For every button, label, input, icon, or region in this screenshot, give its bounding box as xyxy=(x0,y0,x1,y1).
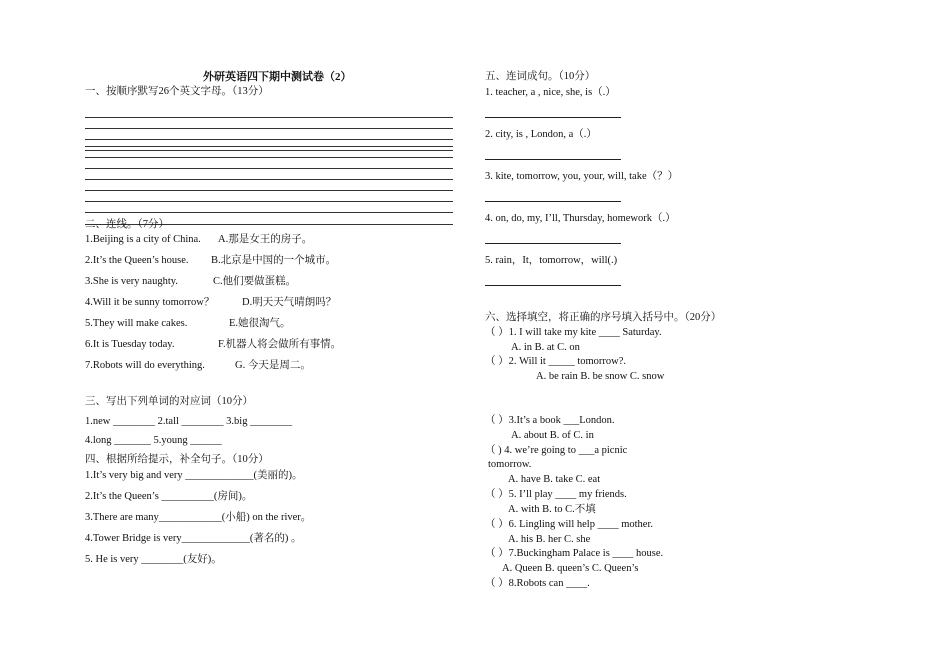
match-right-item[interactable]: G. 今天是周二。 xyxy=(235,360,311,371)
choice-question[interactable]: （ ) 4. we’re going to ___a picnic xyxy=(485,445,628,456)
section-5-heading: 五、连词成句。（10分） xyxy=(485,71,596,82)
answer-line[interactable] xyxy=(485,285,621,286)
section-4-heading: 四、根据所给提示，补全句子。（10分） xyxy=(85,454,269,465)
choice-options[interactable]: A. about B. of C. in xyxy=(511,430,594,441)
match-left-item[interactable]: 1.Beijing is a city of China. xyxy=(85,234,201,245)
choice-options[interactable]: A. be rain B. be snow C. snow xyxy=(536,371,665,382)
fill-sentence[interactable]: 5. He is very ________(友好)。 xyxy=(85,554,222,565)
scrambled-words: 1. teacher, a , nice, she, is（.） xyxy=(485,87,616,98)
match-right-item[interactable]: E.她很淘气。 xyxy=(229,318,291,329)
choice-options[interactable]: A. in B. at C. on xyxy=(511,342,580,353)
choice-question[interactable]: （ ）3.It’s a book ___London. xyxy=(485,415,615,426)
answer-line[interactable] xyxy=(485,159,621,160)
fill-sentence[interactable]: 4.Tower Bridge is very_____________(著名的) 。 xyxy=(85,533,302,544)
choice-options[interactable]: A. with B. to C.不填 xyxy=(508,504,596,515)
page-title: 外研英语四下期中测试卷（2） xyxy=(203,71,352,83)
choice-question[interactable]: （ ）2. Will it _____ tomorrow?. xyxy=(485,356,627,367)
match-right-item[interactable]: C.他们要做蛋糕。 xyxy=(213,276,297,287)
choice-question[interactable]: （ ）1. I will take my kite ____ Saturday. xyxy=(485,327,662,338)
match-right-item[interactable]: B.北京是中国的一个城市。 xyxy=(211,255,337,266)
scrambled-words: 3. kite, tomorrow, you, your, will, take（？） xyxy=(485,171,679,182)
match-right-item[interactable]: A.那是女王的房子。 xyxy=(218,234,313,245)
word-pairs-line-2[interactable]: 4.long _______ 5.young ______ xyxy=(85,435,222,446)
match-left-item[interactable]: 3.She is very naughty. xyxy=(85,276,178,287)
match-right-item[interactable]: D.明天天气晴朗吗？ xyxy=(242,297,337,308)
match-right-item[interactable]: F.机器人将会做所有事情。 xyxy=(218,339,342,350)
choice-options[interactable]: A. Queen B. queen’s C. Queen’s xyxy=(502,563,639,574)
choice-question[interactable]: （ ）7.Buckingham Palace is ____ house. xyxy=(485,548,664,559)
fill-sentence[interactable]: 3.There are many____________(小船) on the river。 xyxy=(85,512,312,523)
answer-line[interactable] xyxy=(485,243,621,244)
choice-question[interactable]: （ ）6. Lingling will help ____ mother. xyxy=(485,519,653,530)
match-left-item[interactable]: 2.It’s the Queen’s house. xyxy=(85,255,189,266)
choice-options[interactable]: A. his B. her C. she xyxy=(508,534,591,545)
section-2-heading: 二、连线。（7分） xyxy=(85,219,169,230)
match-left-item[interactable]: 6.It is Tuesday today. xyxy=(85,339,175,350)
match-left-item[interactable]: 5.They will make cakes. xyxy=(85,318,188,329)
choice-options[interactable]: A. have B. take C. eat xyxy=(508,474,601,485)
section-3-heading: 三、写出下列单词的对应词（10分） xyxy=(85,396,253,407)
scrambled-words: 2. city, is , London, a（.） xyxy=(485,129,597,140)
word-pairs-line-1[interactable]: 1.new ________ 2.tall ________ 3.big ________ xyxy=(85,416,293,427)
choice-question[interactable]: （ ）5. I’ll play ____ my friends. xyxy=(485,489,627,500)
answer-line[interactable] xyxy=(485,117,621,118)
choice-question-continued: tomorrow. xyxy=(488,459,532,470)
fill-sentence[interactable]: 1.It’s very big and very _____________(美丽的)。 xyxy=(85,470,303,481)
section-6-heading: 六、选择填空，将正确的序号填入括号中。（20分） xyxy=(485,312,722,323)
choice-question[interactable]: （ ）8.Robots can ____. xyxy=(485,578,590,589)
fill-sentence[interactable]: 2.It’s the Queen’s __________(房间)。 xyxy=(85,491,253,502)
match-left-item[interactable]: 7.Robots will do everything. xyxy=(85,360,205,371)
answer-line[interactable] xyxy=(485,201,621,202)
match-left-item[interactable]: 4.Will it be sunny tomorrow？ xyxy=(85,297,215,308)
scrambled-words: 5. rain，It，tomorrow，will(.) xyxy=(485,255,618,266)
section-1-heading: 一、按顺序默写26个英文字母。（13分） xyxy=(85,86,269,97)
scrambled-words: 4. on, do, my, I’ll, Thursday, homework（.） xyxy=(485,213,676,224)
